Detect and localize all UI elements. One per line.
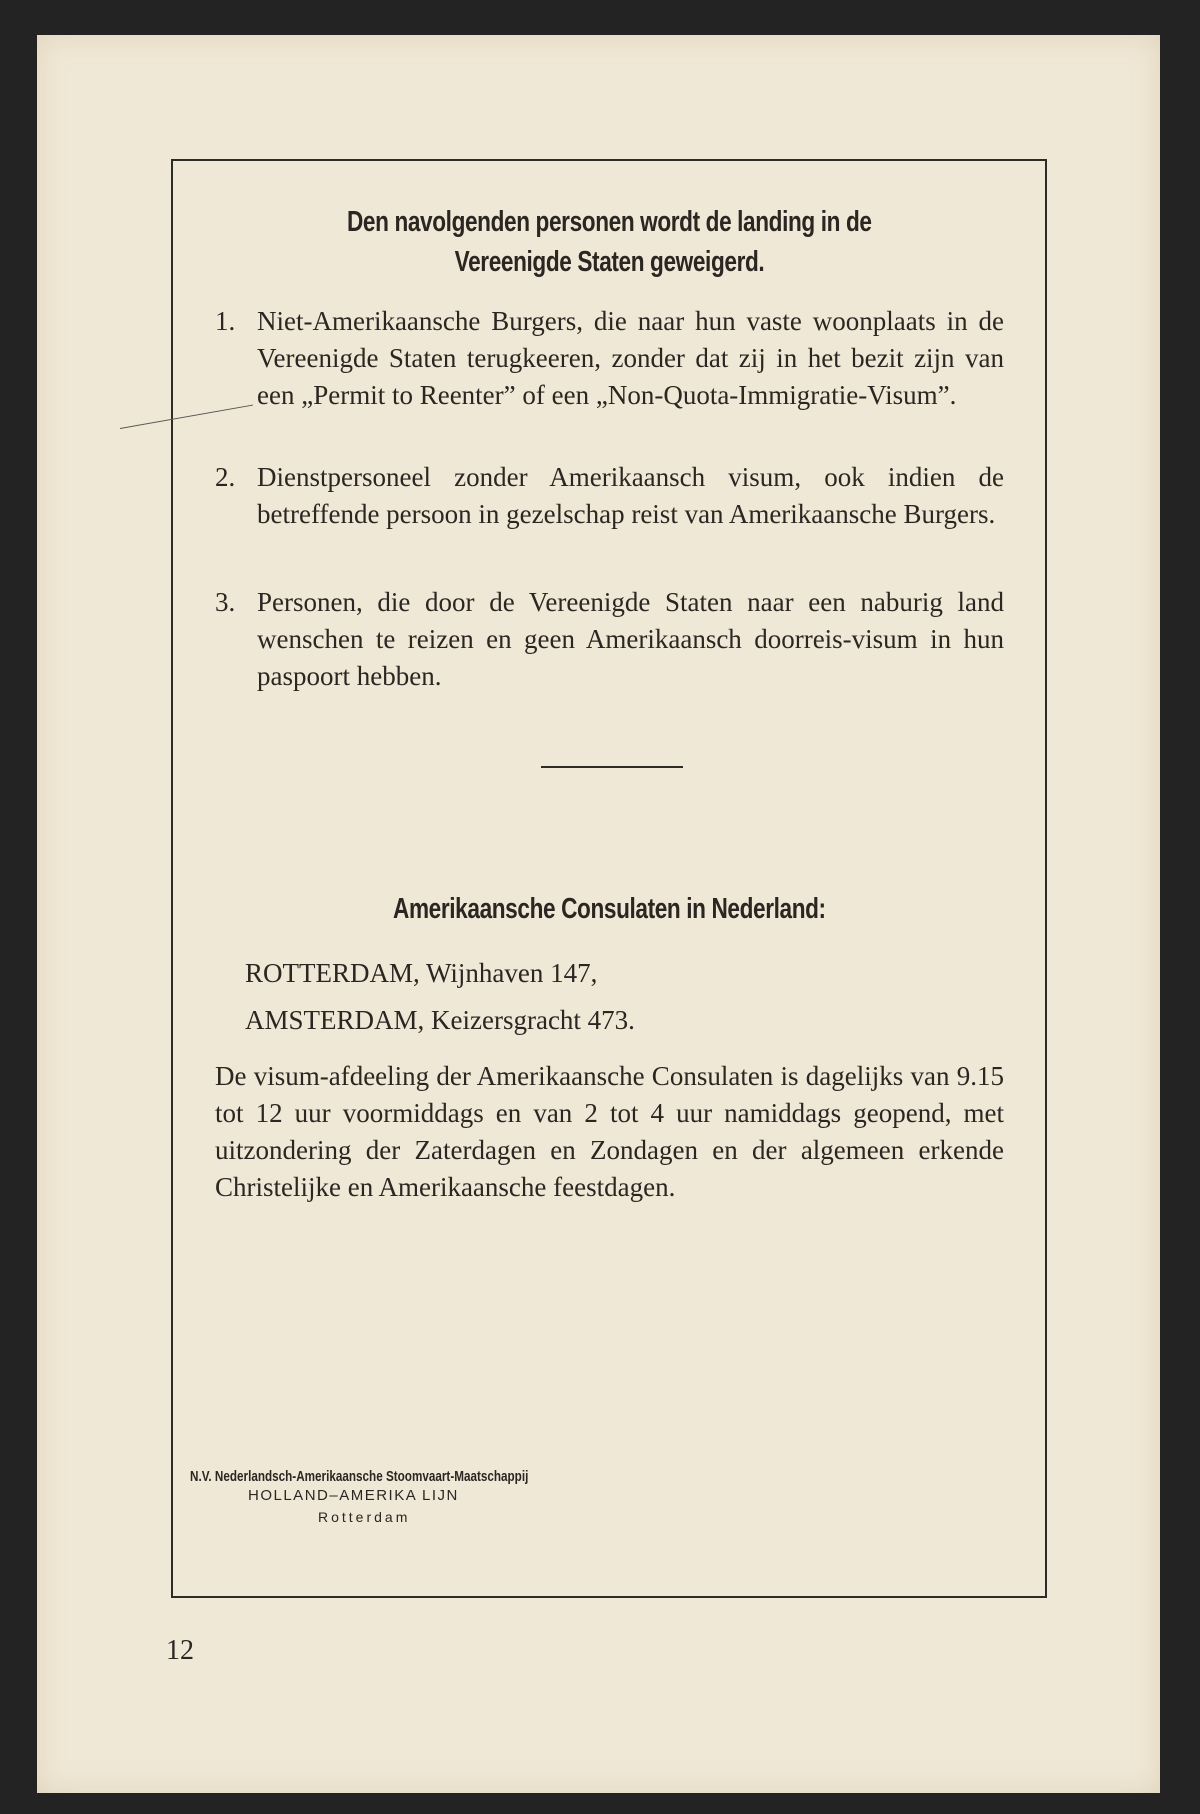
item-number: 3. bbox=[215, 587, 236, 617]
consulates-title: Amerikaansche Consulaten in Nederland: bbox=[392, 893, 826, 925]
heading-line-1: Den navolgenden personen wordt de landing in de bbox=[346, 206, 872, 238]
list-item bbox=[215, 584, 1004, 695]
address-rotterdam: ROTTERDAM, Wijnhaven 147, bbox=[245, 958, 598, 988]
footer-line: HOLLAND–AMERIKA LIJN bbox=[248, 1487, 459, 1504]
list-item bbox=[215, 459, 1004, 533]
item-text: Niet-Amerikaansche Burgers, die naar hun vaste woonplaats in de Vereenigde Staten terugkeeren, zonder dat zij in het bezit zijn van een „Permit to Reenter” of een „Non-Quota-Immigratie-Visum”. bbox=[257, 306, 1004, 410]
item-text: Personen, die door de Vereenigde Staten naar een naburig land wenschen te reizen en geen Amerikaansch doorreis-visum in hun paspoort hebben. bbox=[257, 587, 1004, 691]
address-amsterdam: AMSTERDAM, Keizersgracht 473. bbox=[245, 1005, 635, 1035]
list-item bbox=[215, 303, 1004, 414]
item-text: Dienstpersoneel zonder Amerikaansch visum, ook indien de betreffende persoon in gezelschap reist van Amerikaansche Burgers. bbox=[257, 462, 1004, 529]
footer-company: N.V. Nederlandsch-Amerikaansche Stoomvaart-Maatschappij bbox=[190, 1468, 529, 1485]
heading-line-2: Vereenigde Staten geweigerd. bbox=[454, 246, 764, 278]
footer-city: Rotterdam bbox=[318, 1509, 411, 1525]
divider bbox=[541, 766, 683, 768]
opening-hours: De visum-afdeeling der Amerikaansche Consulaten is dagelijks van 9.15 tot 12 uur voormiddags en van 2 tot 4 uur namiddags geopend, met uitzondering der Zaterdagen en Zondagen en der algemeen erkende Christelijke en Amerikaansche feestdagen. bbox=[215, 1061, 1004, 1202]
item-number: 1. bbox=[215, 306, 236, 336]
page-number: 12 bbox=[166, 1635, 194, 1666]
item-number: 2. bbox=[215, 462, 236, 492]
